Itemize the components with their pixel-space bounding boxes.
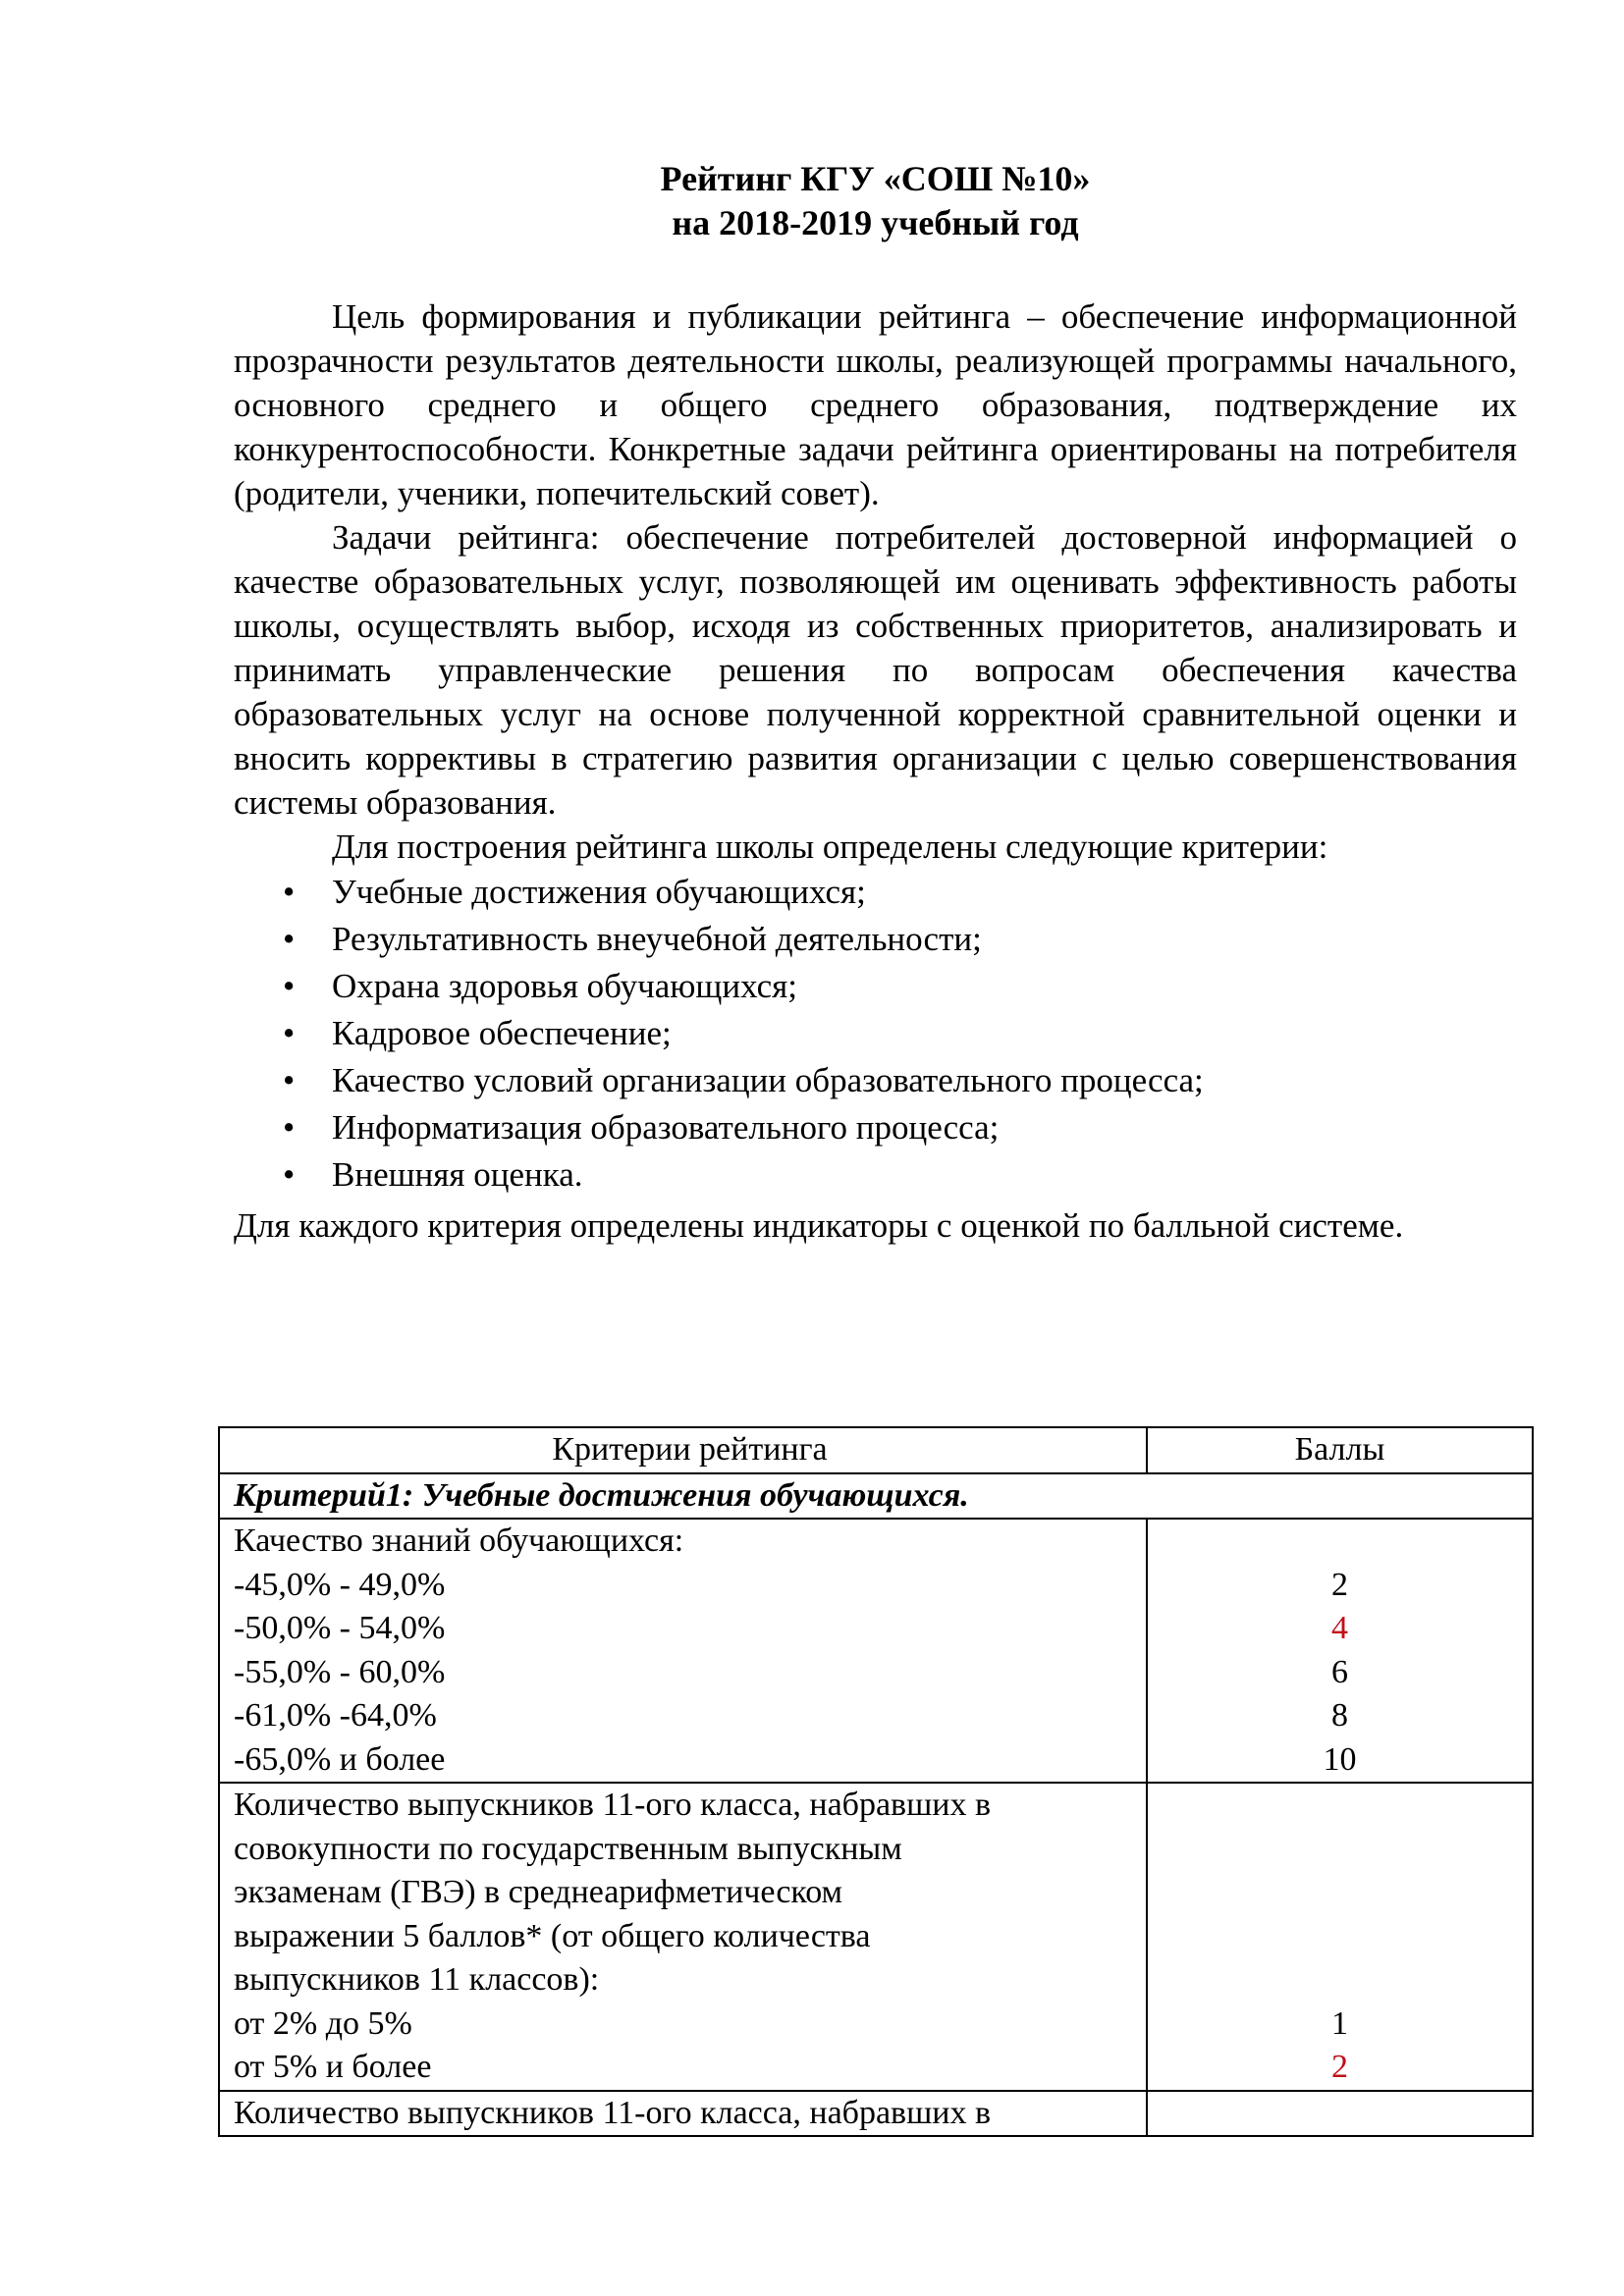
list-item: • Качество условий организации образовательного процесса; [283,1057,1517,1104]
score-cell-highlight: 4 [1331,1610,1348,1646]
indicator-graduates-gve: Количество выпускников 11-ого класса, набравших в совокупности по государственным выпускным экзаменам (ГВЭ) в среднеарифметическом выражении 5 баллов* (от общего количества выпускников 11 классов): от 2% до 5% от 5% и более [219,1783,1147,2091]
score-cell-highlight: 2 [1331,2049,1348,2085]
header-criteria: Критерии рейтинга [219,1427,1147,1473]
bullet-icon: • [283,1155,296,1194]
bullet-icon: • [283,1061,296,1099]
table-row [219,2091,1533,2137]
range-cell: -50,0% - 54,0% [234,1610,446,1646]
rating-table [218,1426,1534,2137]
range-cell: от 2% до 5% [234,2004,412,2042]
paragraph-goal: Цель формирования и публикации рейтинга – обеспечение информационной прозрачности результатов деятельности школы, реализующей программы начального, основного среднего и общего среднего образования, подтверждение их конкурентоспособности. Конкретные задачи рейтинга ориентированы на потребителя (родители, ученики, попечительский совет). [234,297,1517,512]
title-line-1: Рейтинг КГУ «СОШ №10» [660,159,1091,198]
score-column [1147,1783,1533,2091]
paragraph-closing: Для каждого критерия определены индикаторы с оценкой по балльной системе. [234,1206,1404,1245]
score-cell: 8 [1331,1697,1348,1734]
header-score: Баллы [1147,1427,1533,1473]
bullet-icon: • [283,920,296,958]
score-cell: 6 [1331,1653,1348,1690]
document-page [234,157,1517,1252]
list-item: • Кадровое обеспечение; [283,1010,1517,1057]
paragraph-tasks: Задачи рейтинга: обеспечение потребителей достоверной информацией о качестве образовательных услуг, позволяющей им оценивать эффективность работы школы, осуществлять выбор, исходя из собственных приоритетов, анализировать и принимать управленческие решения по вопросам обеспечения качества образовательных услуг на основе полученной корректной сравнительной оценки и вносить коррективы в стратегию развития организации с целью совершенствования системы образования. [234,518,1517,822]
criterion-row [219,1473,1533,1520]
list-item: • Внешняя оценка. [283,1151,1517,1199]
score-cell: 10 [1323,1740,1357,1778]
table-row [219,1783,1533,2091]
list-item: • Охрана здоровья обучающихся; [283,963,1517,1010]
list-item: • Информатизация образовательного процесса; [283,1104,1517,1151]
range-cell: -61,0% -64,0% [234,1697,437,1734]
bullet-icon: • [283,873,296,911]
paragraph-criteria-intro: Для построения рейтинга школы определены следующие критерии: [332,828,1328,866]
range-cell: -45,0% - 49,0% [234,1566,446,1603]
bullet-icon: • [283,1108,296,1147]
score-cell: 2 [1331,1566,1348,1603]
bullet-icon: • [283,967,296,1005]
score-cell-empty [1147,2091,1533,2137]
criterion-1-title: Критерий1: Учебные достижения обучающихся. [219,1473,1533,1520]
indicator-graduates-next: Количество выпускников 11-ого класса, набравших в [219,2091,1147,2137]
list-item: • Результативность внеучебной деятельности; [283,916,1517,963]
bullet-icon: • [283,1014,296,1052]
range-cell: -65,0% и более [234,1740,446,1778]
range-cell: -55,0% - 60,0% [234,1653,446,1690]
score-column [1147,1519,1533,1783]
score-cell: 1 [1331,2004,1348,2042]
intro-text [234,294,1517,1252]
criteria-list [234,869,1517,1199]
table-header-row [219,1427,1533,1473]
range-cell: от 5% и более [234,2049,432,2085]
title-line-2: на 2018-2019 учебный год [672,203,1079,242]
table-row [219,1519,1533,1783]
list-item: • Учебные достижения обучающихся; [283,869,1517,916]
document-title [234,157,1517,245]
indicator-knowledge-quality: Качество знаний обучающихся: -45,0% - 49,0% -50,0% - 54,0% -55,0% - 60,0% -61,0% -64,0% -65,0% и более [219,1519,1147,1783]
